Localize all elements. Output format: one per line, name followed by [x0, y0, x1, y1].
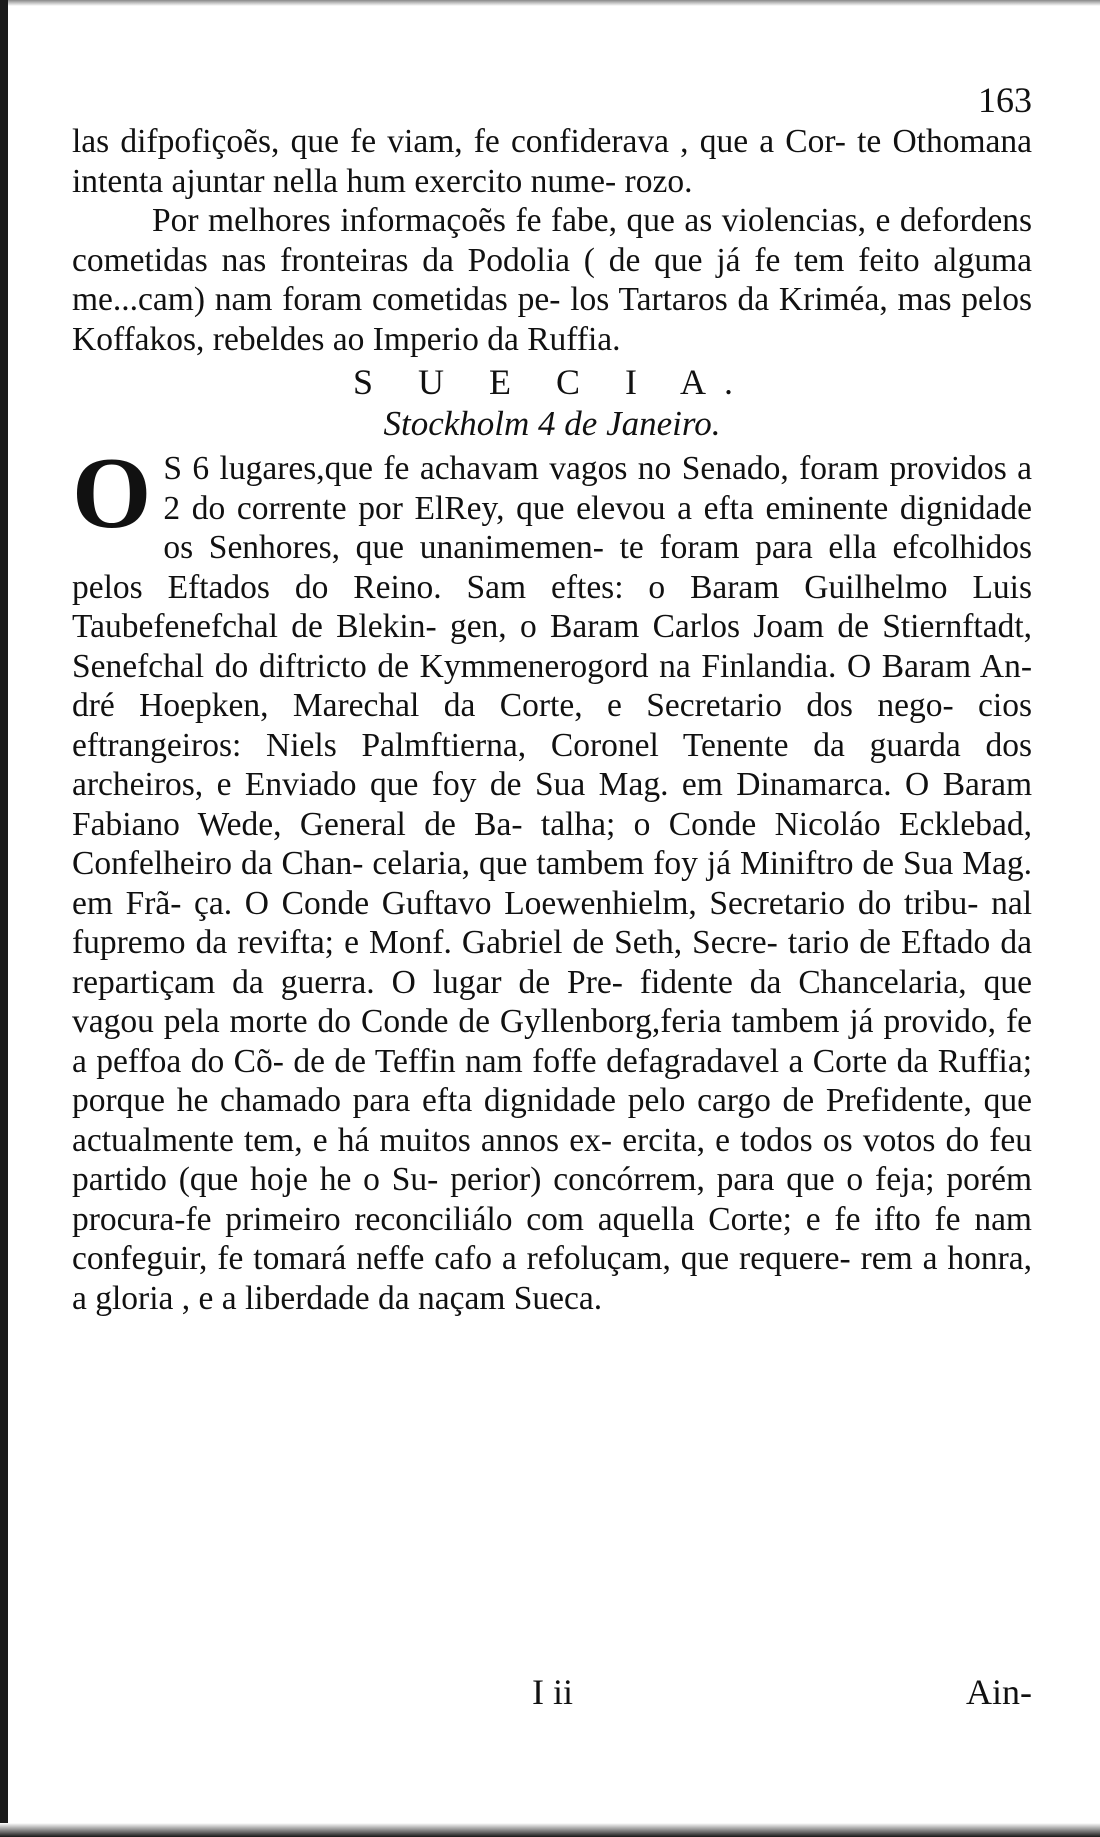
text-line: cios eftrangeiros: Niels Palmftierna, Coronel Tenente [72, 687, 1032, 764]
text-line: Imperio da Ruffia. [372, 320, 621, 358]
text-line: celaria, que tambem foy já Miniftro de Sua Mag. em Frã- [72, 845, 1033, 922]
text-line: rozo. [624, 162, 693, 200]
text-line: tario de Eftado da repartiçam da guerra. O lugar de Pre- [72, 924, 1032, 1001]
text-line: fidente da Chancelaria, que vagou pela morte do Conde [72, 963, 1032, 1040]
text-line: te Othomana intenta ajuntar nella hum exercito nume- [72, 123, 1032, 200]
text-line: de de Teffin nam foffe defagradavel a Corte da Ruffia; [293, 1042, 1033, 1080]
text-line: diftricto de Kymmenerogord na Finlandia. O Baram An- [258, 647, 1032, 685]
text-line: gen, o Baram Carlos Joam de Stiernftadt, Senefchal do [72, 608, 1033, 685]
text-line: las difpofiçoẽs, que fe viam, fe confiderava , que a Cor- [72, 123, 846, 160]
text-line: efta eminente dignidade os Senhores, que unanimemen- [163, 489, 1032, 566]
text-line: porque he chamado para efta dignidade pelo cargo de [72, 1082, 815, 1119]
article-paragraph [72, 437, 1033, 1318]
drop-cap: O [72, 437, 152, 550]
page-number: 163 [978, 80, 1032, 120]
text-line: confeguir, fe tomará neffe cafo a refoluçam, que requere- [72, 1240, 851, 1277]
text-line: de Gyllenborg,feria tambem já provido, fe a peffoa do Cõ- [72, 1003, 1032, 1080]
page-edge-bottom [0, 1823, 1100, 1837]
catchword: Ain- [966, 1672, 1032, 1712]
text-line: primeiro reconciliálo com aquella Corte; e fe ifto fe nam [225, 1200, 1032, 1238]
text-line: ercita, e todos os votos do feu partido (que hoje he o Su- [72, 1121, 1033, 1198]
text-line: te foram para ella efcolhidos pelos Eftados do Reino. Sam [72, 529, 1033, 606]
text-line: da guarda dos archeiros, e Enviado que foy de Sua Mag. [72, 726, 1032, 803]
page-footer [72, 1670, 1032, 1714]
signature-mark: I ii [532, 1672, 573, 1712]
page-body [72, 122, 1032, 1318]
text-line: talha; o Conde Nicoláo Ecklebad, Confelheiro da Chan- [72, 805, 1033, 882]
dateline: Stockholm 4 de Janeiro. [383, 404, 721, 443]
text-line: dré Hoepken, Marechal da Corte, e Secretario dos nego- [72, 687, 954, 724]
text-line: Prefidente, que actualmente tem, e há muitos annos ex- [72, 1082, 1032, 1159]
text-line: Por melhores informaçoẽs fe fabe, que as violencias, [152, 202, 866, 239]
text-line: providos a 2 do corrente por ElRey, que elevou a [163, 450, 1033, 527]
text-line: já fe tem feito alguma me...cam) nam foram cometidas pe- [72, 241, 1032, 318]
section-heading: S U E C I A. [352, 362, 752, 402]
page-edge-top [0, 0, 1100, 6]
text-line: los Tartaros da Kriméa, mas pelos Koffakos, rebeldes ao [72, 281, 1033, 358]
text-line: em Dinamarca. O Baram Fabiano Wede, General de Ba- [72, 766, 1032, 843]
text-line: nal fupremo da revifta; e Monf. Gabriel de Seth, Secre- [72, 884, 1033, 961]
text-line: perior) concórrem, para que o feja; porém procura-fe [72, 1161, 1032, 1238]
continuation-paragraph [72, 122, 1032, 201]
text-line: S 6 lugares,que fe achavam vagos no Senado, foram [163, 450, 880, 487]
text-line: e defordens cometidas nas fronteiras da Podolia ( de que [72, 202, 1032, 279]
text-line: eftes: o Baram Guilhelmo Luis Taubefenefchal de Blekin- [72, 568, 1032, 645]
podolia-paragraph [72, 201, 1032, 359]
text-line: rem a honra, a gloria , e a liberdade da naçam Sueca. [72, 1240, 1033, 1317]
page-edge-left [0, 0, 8, 1837]
text-line: ça. O Conde Guftavo Loewenhielm, Secretario do tribu- [194, 884, 979, 922]
